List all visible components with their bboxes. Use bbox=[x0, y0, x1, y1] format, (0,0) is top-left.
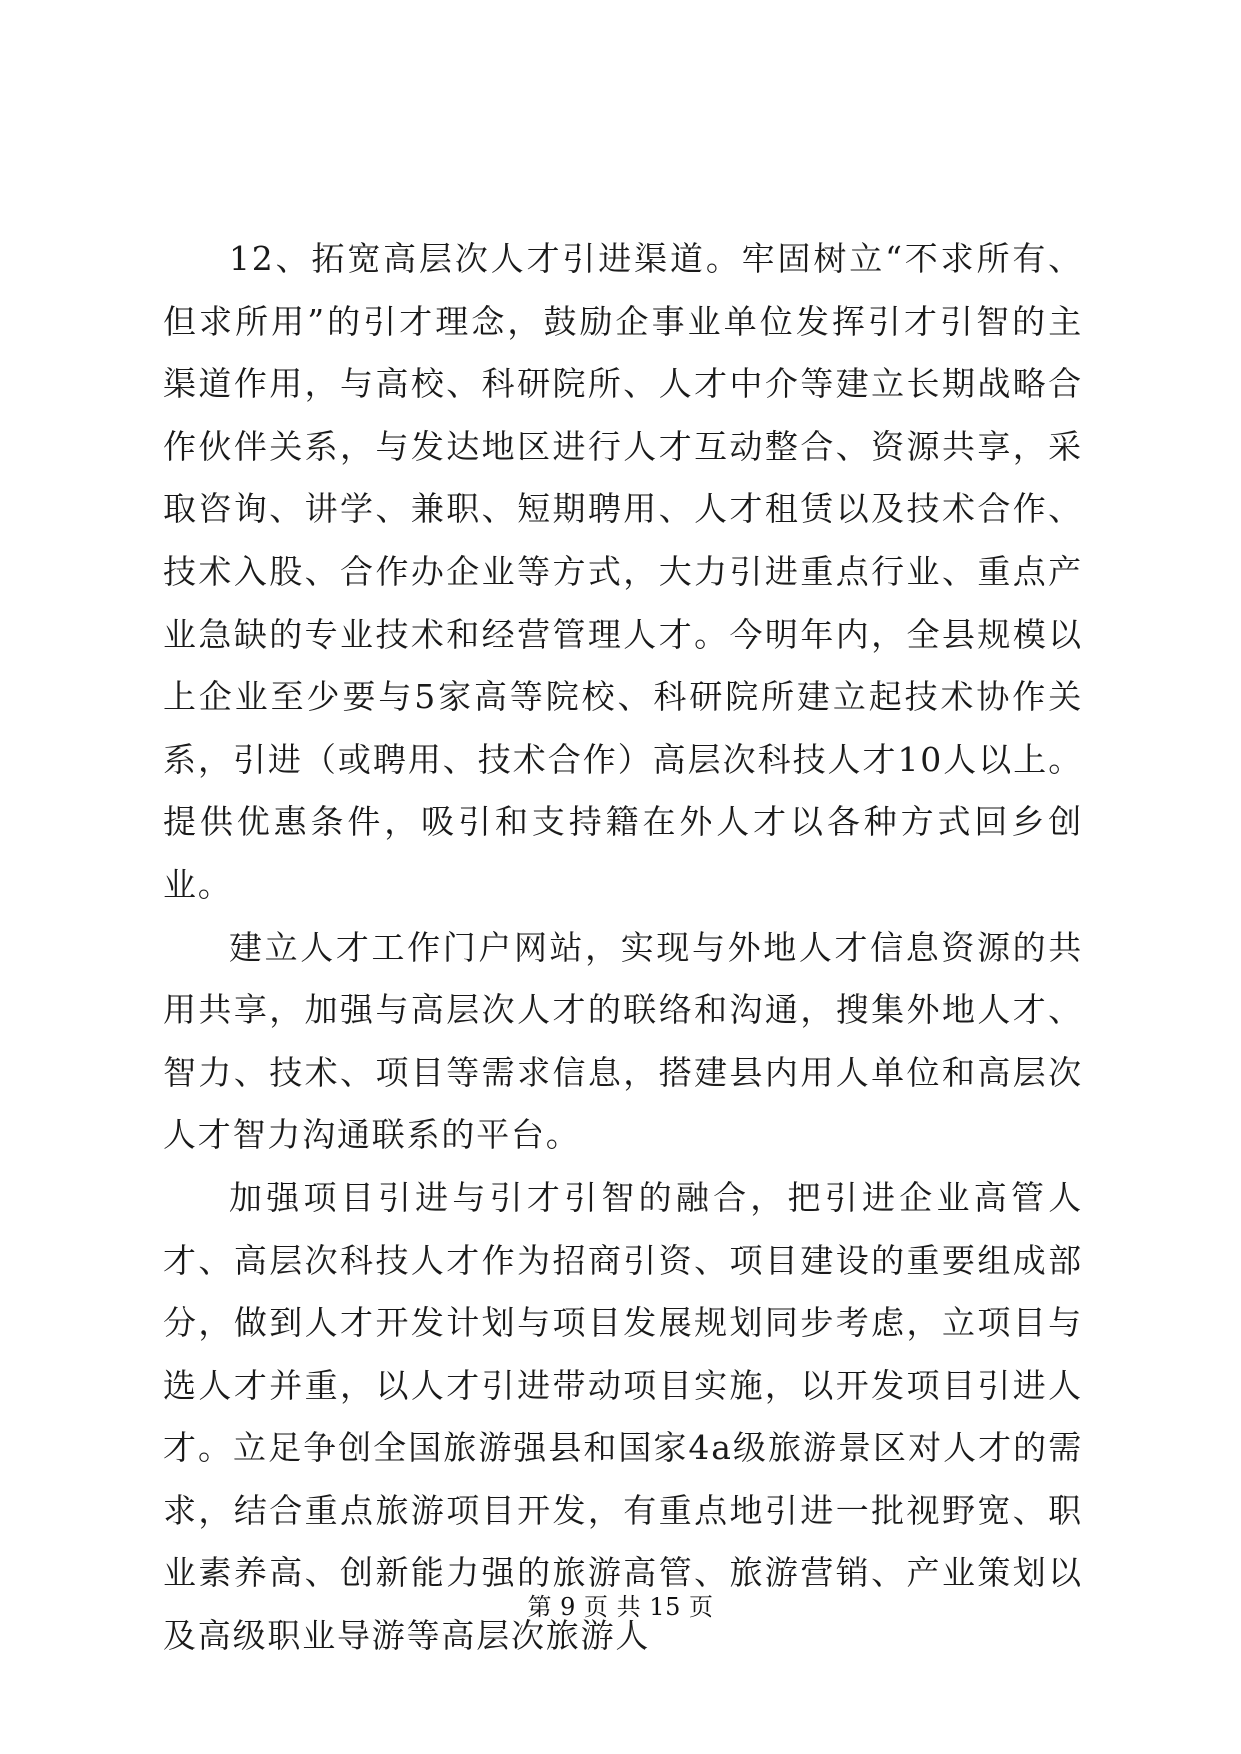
paragraph-talent-portal: 建立人才工作门户网站，实现与外地人才信息资源的共用共享，加强与高层次人才的联络和沟通，搜集外地人才、智力、技术、项目等需求信息，搭建县内用人单位和高层次人才智力沟通联系的平台。 bbox=[163, 927, 1083, 1155]
paragraph-talent-channels: 12、拓宽高层次人才引进渠道。牢固树立“不求所有、但求所用”的引才理念，鼓励企事业单位发挥引才引智的主渠道作用，与高校、科研院所、人才中介等建立长期战略合作伙伴关系，与发达地区进行人才互动整合、资源共享，采取咨询、讲学、兼职、短期聘用、人才租赁以及技术合作、技术入股、合作办企业等方式，大力引进重点行业、重点产业急缺的专业技术和经营管理人才。今明年内，全县规模以上企业至少要与5家高等院校、科研院所建立起技术协作关系，引进（或聘用、技术合作）高层次科技人才10人以上。提供优惠条件，吸引和支持籍在外人才以各种方式回乡创业。 bbox=[163, 239, 1083, 904]
paragraph-project-integration: 加强项目引进与引才引智的融合，把引进企业高管人才、高层次科技人才作为招商引资、项目建设的重要组成部分，做到人才开发计划与项目发展规划同步考虑，立项目与选人才并重，以人才引进带动项目实施，以开发项目引进人才。立足争创全国旅游强县和国家4a级旅游景区对人才的需求，结合重点旅游项目开发，有重点地引进一批视野宽、职业素养高、创新能力强的旅游高管、旅游营销、产业策划以及高级职业导游等高层次旅游人 bbox=[163, 1177, 1083, 1656]
document-body bbox=[163, 228, 1083, 1668]
page-footer: 第 9 页 共 15 页 bbox=[527, 1593, 714, 1621]
